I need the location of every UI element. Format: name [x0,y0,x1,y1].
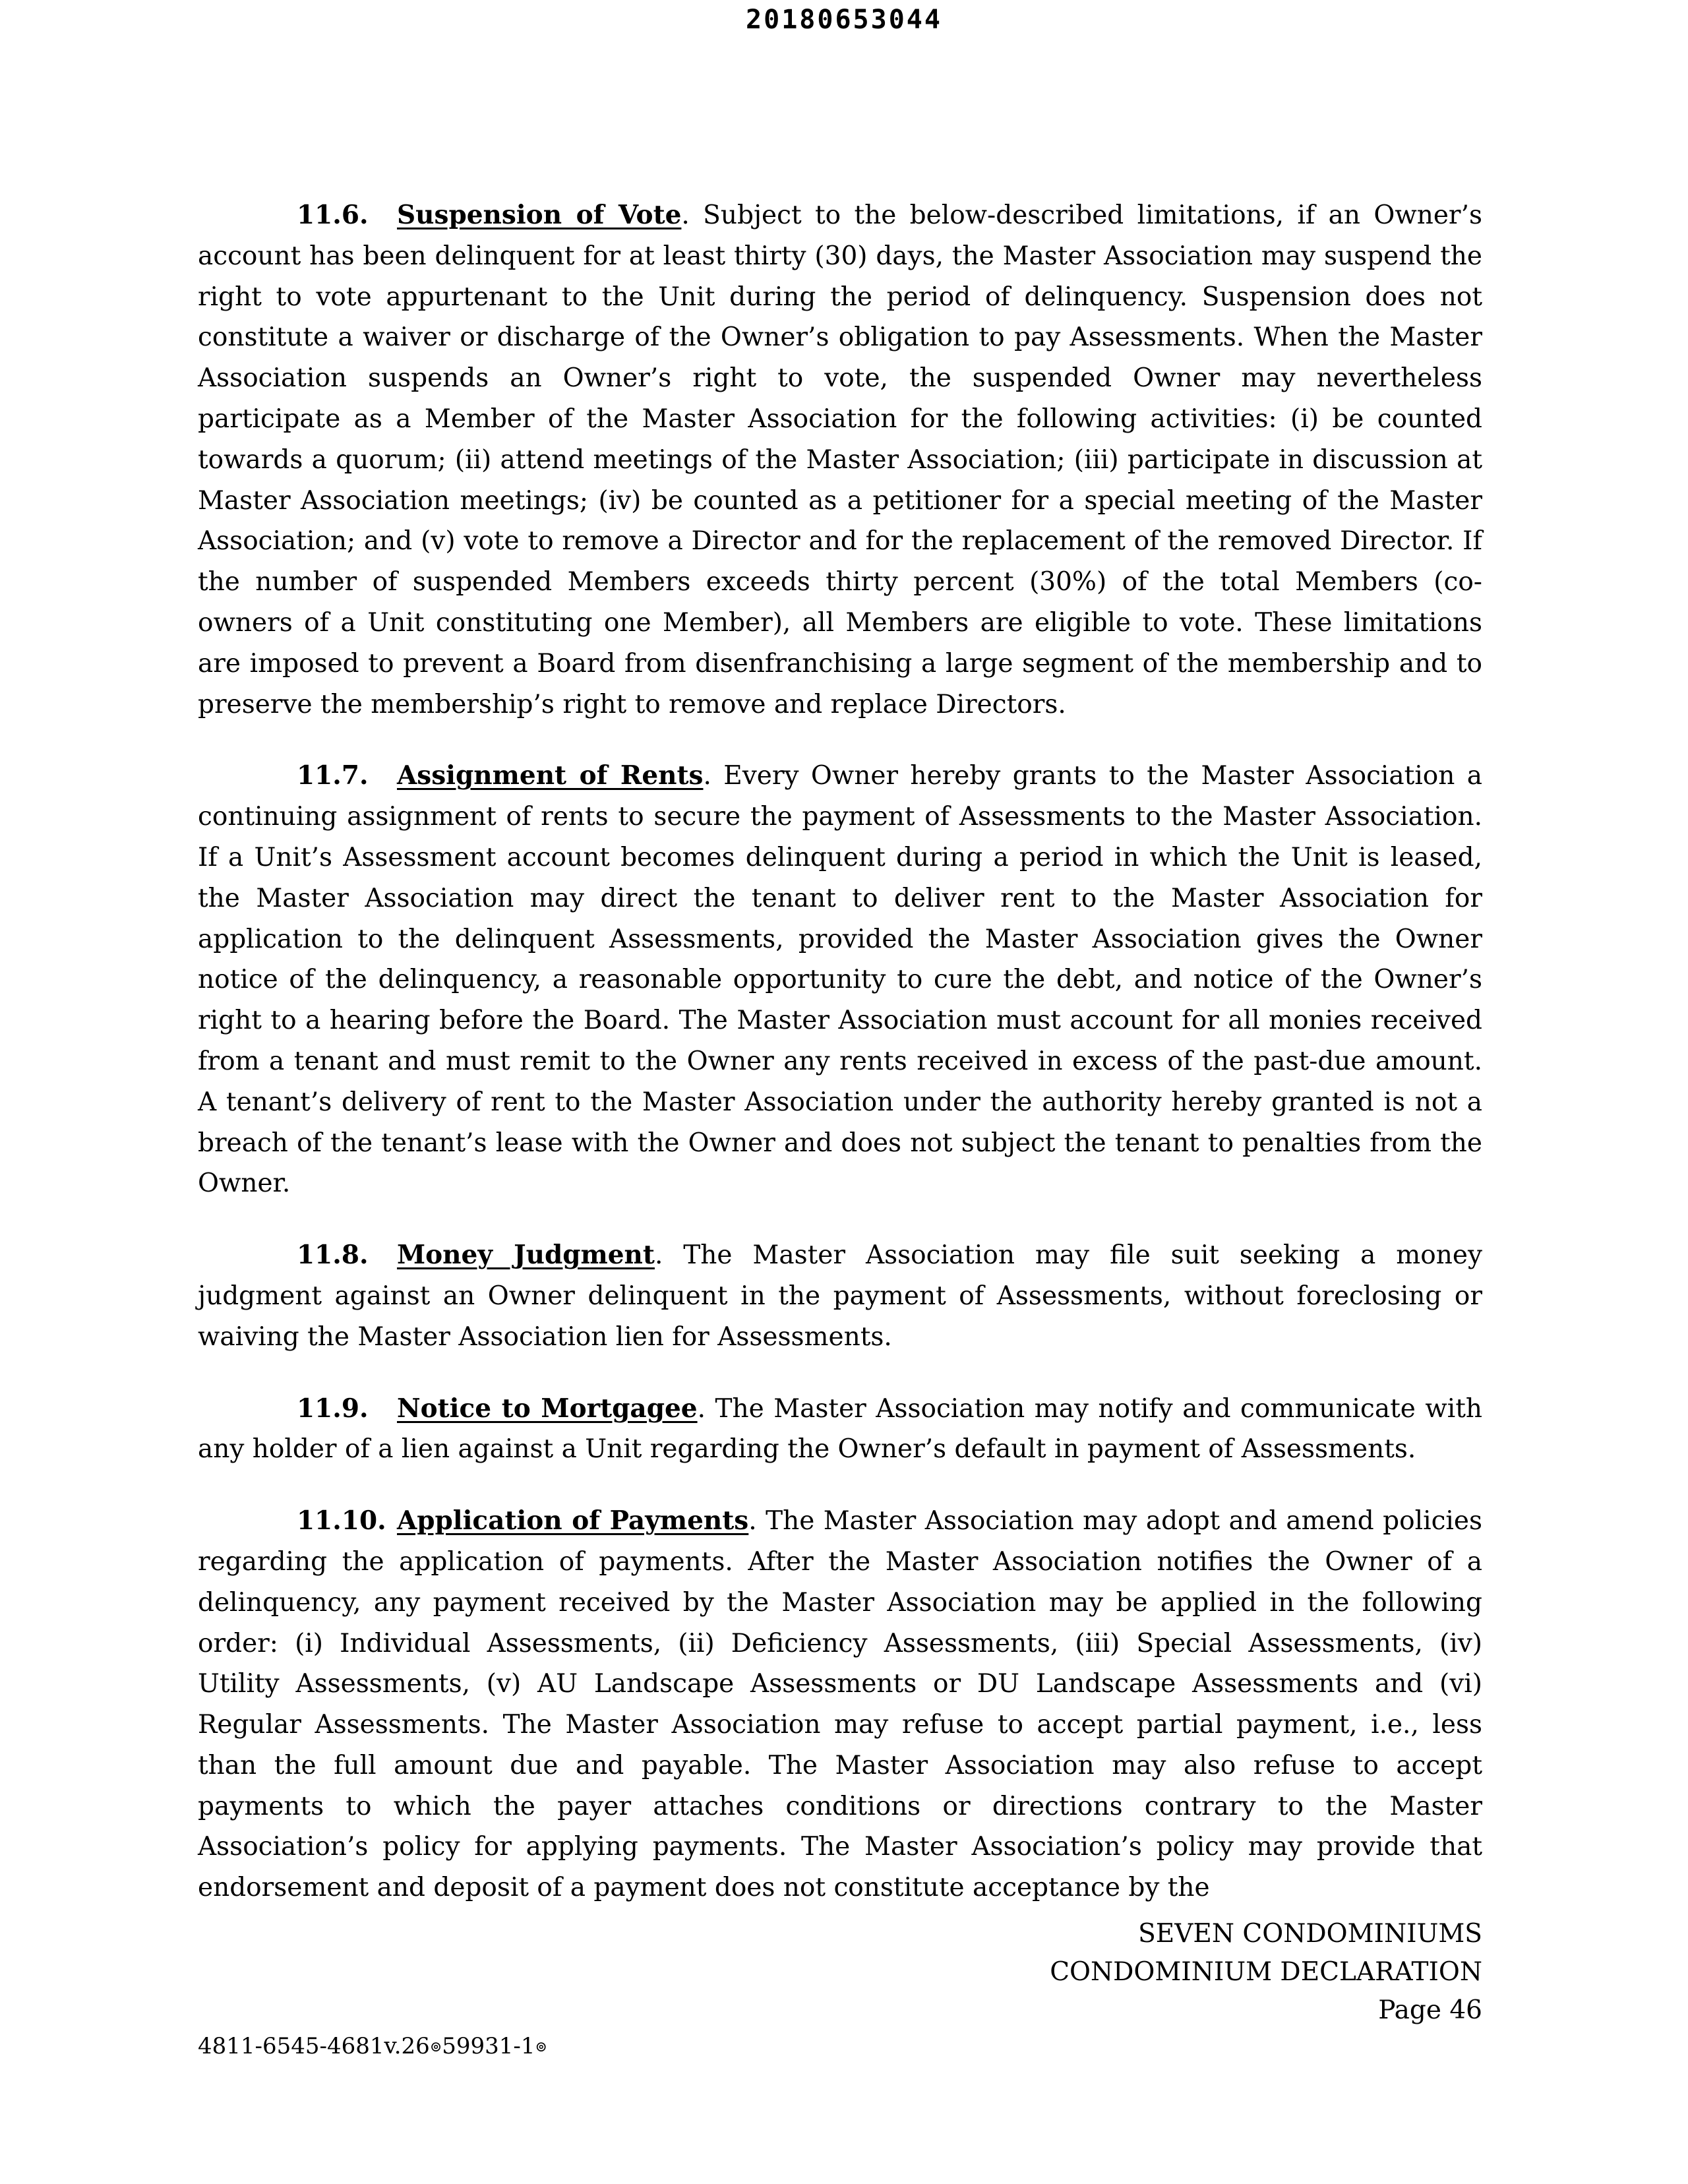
footer-document-type: CONDOMINIUM DECLARATION [1050,1957,1482,1987]
section-title: Assignment of Rents [397,760,704,791]
section-body: . The Master Association may adopt and amend policies regarding the application of payments. After the Master Association notifies the Owner of a delinquency, any payment received by the Master Association may be applied in the following order: (i) Individual Assessments, (ii) Deficiency Assessments, (iii) Special Assessments, (iv) Utility Assessments, (v) AU Landscape Assessments or DU Landscape Assessments and (vi) Regular Assessments. The Master Association may refuse to accept partial payment, i.e., less than the full amount due and payable. The Master Association may also refuse to accept payments to which the payer attaches conditions or directions contrary to the Master Association’s policy for applying payments. The Master Association’s policy may provide that endorsement and deposit of a payment does not constitute acceptance by the [198,1506,1482,1903]
section-11-8 [198,1235,1482,1357]
section-title: Money Judgment [397,1240,655,1271]
section-number: 11.10. [297,1505,386,1536]
document-body [198,195,1482,1939]
section-number: 11.6. [297,200,369,230]
recording-number: 20180653044 [746,5,942,35]
footer-project-name: SEVEN CONDOMINIUMS [1138,1919,1482,1949]
circle-mark-icon: ⊚ [429,2039,442,2055]
circle-mark-icon: ⊚ [535,2039,547,2055]
section-number: 11.8. [297,1240,369,1271]
doc-id-part: 4811-6545-4681v.26 [198,2033,430,2059]
section-number: 11.9. [297,1393,369,1424]
page-number: Page 46 [1378,1995,1482,2025]
section-11-7 [198,756,1482,1204]
footer-document-id [198,2030,547,2064]
section-11-9 [198,1389,1482,1471]
section-title: Suspension of Vote [397,200,682,230]
doc-id-part: 59931-1 [442,2033,535,2059]
section-body: . Subject to the below-described limitations, if an Owner’s account has been delinquent for at least thirty (30) days, the Master Association may suspend the right to vote appurtenant to the Unit during the period of delinquency. Suspension does not constitute a waiver or discharge of the Owner’s obligation to pay Assessments. When the Master Association suspends an Owner’s right to vote, the suspended Owner may nevertheless participate as a Member of the Master Association for the following activities: (i) be counted towards a quorum; (ii) attend meetings of the Master Association; (iii) participate in discussion at Master Association meetings; (iv) be counted as a petitioner for a special meeting of the Master Association; and (v) vote to remove a Director and for the replacement of the removed Director. If the number of suspended Members exceeds thirty percent (30%) of the total Members (co-owners of a Unit constituting one Member), all Members are eligible to vote. These limitations are imposed to prevent a Board from disenfranchising a large segment of the membership and to preserve the membership’s right to remove and replace Directors. [198,200,1482,719]
section-body: . Every Owner hereby grants to the Master Association a continuing assignment of rents to secure the payment of Assessments to the Master Association. If a Unit’s Assessment account becomes delinquent during a period in which the Unit is leased, the Master Association may direct the tenant to deliver rent to the Master Association for application to the delinquent Assessments, provided the Master Association gives the Owner notice of the delinquency, a reasonable opportunity to cure the debt, and notice of the Owner’s right to a hearing before the Board. The Master Association must account for all monies received from a tenant and must remit to the Owner any rents received in excess of the past-due amount. A tenant’s delivery of rent to the Master Association under the authority hereby granted is not a breach of the tenant’s lease with the Owner and does not subject the tenant to penalties from the Owner. [198,761,1482,1199]
section-number: 11.7. [297,760,369,791]
section-11-6 [198,195,1482,725]
section-title: Application of Payments [397,1505,749,1536]
section-11-10 [198,1501,1482,1908]
footer-document-title [1050,1915,1482,2030]
section-title: Notice to Mortgagee [397,1393,698,1424]
section-body: . The Master Association may notify and communicate with any holder of a lien against a Unit regarding the Owner’s default in payment of Assessments. [198,1393,1483,1465]
section-body: . The Master Association may file suit seeking a money judgment against an Owner delinquent in the payment of Assessments, without foreclosing or waiving the Master Association lien for Assessments. [198,1240,1482,1352]
